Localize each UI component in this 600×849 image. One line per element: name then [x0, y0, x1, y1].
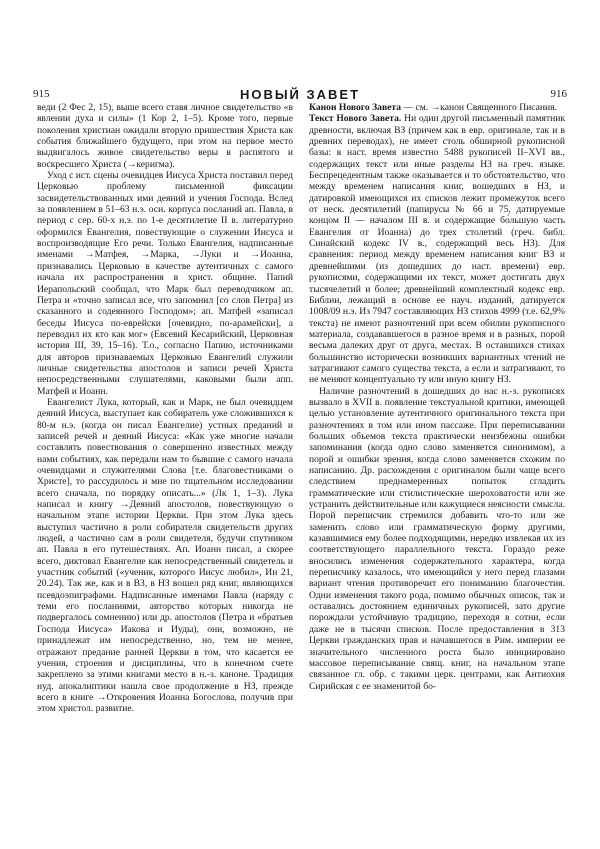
entry-text-of-nt — [309, 113, 565, 385]
entry-canon — [309, 102, 565, 113]
paragraph: Евангелист Лука, который, как и Марк, не был очевидцем деяний Иисуса, выступает как собиратель уже сложившихся к 80-м н.э. (когда он писал Евангелие) устных преданий и записей речей и деяний Иисуса: «Как уже многие начали составлять повествования о совершенно известных между нами событиях, как передали нам то бывшие с самого начала очевидцами и служителями Слова [т.е. благовестниками о Христе], то рассудилось и мне по тщательном исследовании всего сначала, по порядку описать...» (Лк 1, 1–3). Лука написал и книгу →Деяний апостолов, повествующую о начальном этапе истории Церкви. При этом Лука здесь выступил частично в роли собирателя свидетельств других людей, а частично сам в роли свидетеля, будучи спутником ап. Павла в его путешествиях. Ап. Иоанн писал, а скорее всего, диктовал Евангелие как непосредственный свидетель и участник событий («ученик, которого Иисус любил», Ин 21, 20.24). Так же, как и в ВЗ, в НЗ вошел ряд книг, являющихся псевдоэпиграфами. Надписанные именами Павла (наряду с теми его посланиями, авторство которых никогда не подвергалось сомнению) или др. апостолов (Петра и «братьев Господа Иисуса» Иакова и Иуды), они, возможно, не принадлежат им непосредственно, но, тем не менее, отражают предание ранней Церкви в том, что касается ее учения, строения и дисциплины, что в конечном счете закреплено за этими книгами место в н.-з. каноне. Традиция нуд. апокалиптики нашла свое продолжение в НЗ, прежде всего в книге →Откровения Иоанна Богослова, получив при этом христол. развитие. — [37, 396, 293, 715]
entry-text: — см. →канон Священного Писания. — [401, 102, 558, 113]
page-number-right: 916 — [550, 88, 567, 100]
entry-term: Текст Нового Завета. — [309, 113, 402, 125]
page-number-left: 915 — [33, 88, 50, 100]
entry-term: Канон Нового Завета — [309, 102, 402, 113]
paragraph: Уход с ист. сцены очевидцев Иисуса Христа поставил перед Церковью проблему письменной фиксации засвидетельствованных ими деяний и учения Господа. Вслед за появлением в 51–63 н.э. осн. корпуса посланий ап. Павла, в период с сер. 60-х н.э. по 1-е десятилетие II в. литературно оформился Евангелия, повествующие о служении Иисуса и воспроизводящие Его речи. Только Евангелия, надписанные именами →Матфея, →Марка, →Луки и →Иоанна, признавались Церковью в качестве аутентичных с самого начала их распространения в христ. общине. Папий Иерапольский сообщал, что Марк был переводчиком ап. Петра и «точно записал все, что запомнил [со слов Петра] из сказанного и содеянного Господом»; ап. Матфей «записал беседы Иисуса по-еврейски [очевидно, по-арамейски], а переводил их кто как мог» (Евсевий Кесарийский, Церковная история III, 39, 15–16). Т.о., согласно Папию, источниками для авторов признаваемых Церковью Евангелий служили личные свидетельства апостолов и записи речей Христа непосредственными слушателями, каковыми были апп. Матфей и Иоанн. — [37, 170, 293, 397]
running-title: НОВЫЙ ЗАВЕТ — [239, 87, 361, 102]
paragraph: Наличие разночтений в дошедших до нас н.-з. рукописях вызвало в XVII в. появление текстуальной критики, имеющей целью установление аутентичного оригинального текста при разночтениях в том или ином пассаже. При переписывании больших объемов текста практически неизбежны ошибки запоминания (когда одно слово заменяется синонимом), а порой и ошибки зрения, когда слово заменяется схожим по написанию. Др. расхождения с оригиналом были чаще всего следствием преднамеренных попыток сгладить грамматические или стилистические шероховатости или же устранить действительные или кажущиеся неясности смысла. Порой переписчик стремился добавить что-то или же заменить слово или грамматическую форму другими, казавшимися ему более подходящими, нередко извлекая их из соответствующего параллельного текста. Гораздо реже вносились изменения содержательного характера, когда переписчику казалось, что имеющийся у него перед глазами вариант чтения противоречит его пониманию благочестия. Одни изменения такого рода, помимо обычных описок, так и оставались достоянием единичных рукописей, зато другие порождали устойчивую традицию, переходя в сотни, если даже не в тысячи списков. После предоставления в 313 Церкви гражданских прав и начавшегося в Рим. империи ее значительного численного роста было инициировано массовое переписывание свящ. книг, на начальном этапе связанное гл. обр. с такими церк. центрами, как Антиохия Сирийская с ее знаменитой бо- — [309, 385, 565, 692]
paragraph: веди (2 Фес 2, 15), выше всего ставя личное свидетельство «в явлении духа и силы» (1 Кор 2, 1–5). Кроме того, первые поколения христиан ожидали вторую пришествия Христа как события ближайшего будущего, при этом на первое место выдвигалось живое свидетельство веры в распятого и воскресшего Христа (→керигма). — [37, 102, 293, 170]
entry-text: Ни один другой письменный памятник древности, включая ВЗ (причем как в евр. оригинале, так и в древних переводах), не имеет столь обширной рукописной базы: в наст. время известно 5488 рукописей II–XVI вв., содержащих текст или иные разделы НЗ на греч. языке. Беспрецедентным также оказывается и то обстоятельство, что между временем написания книг, вошедших в НЗ, и датировкой имеющихся их списков лежит промежуток всего от неск. десятилетий (папирусы № 66 и 75, датируемые концом II — началом III в. и содержащие бо́льшую часть Евангелия от Иоанна) до трех столетий (греч. библ. Синайский кодекс IV в., содержащий весь НЗ). Для сравнения: период между временем написания книг ВЗ и древнейшими (из дошедших до наст. времени) евр. рукописями, содержащими их текст, может достигать двух тысячелетий и более; древнейший комплектный кодекс евр. Библии, лежащий в основе ее науч. изданий, датируется 1008/09 н.э. Из 7947 составляющих НЗ стихов 4999 (т.е. 62,9% текста) не имеют разночтений при всем обилии рукописного материала, создававшегося в разное время и в разных, порой весьма далеких друг от друга, местах. В оставшихся стихах большинство исторически возникших вариантных чтений не затрагивают самого существа текста, а если и затрагивают, то не меняют концептуально ту или иную книгу НЗ. — [309, 113, 565, 386]
right-column — [309, 102, 565, 692]
left-column — [37, 102, 293, 715]
